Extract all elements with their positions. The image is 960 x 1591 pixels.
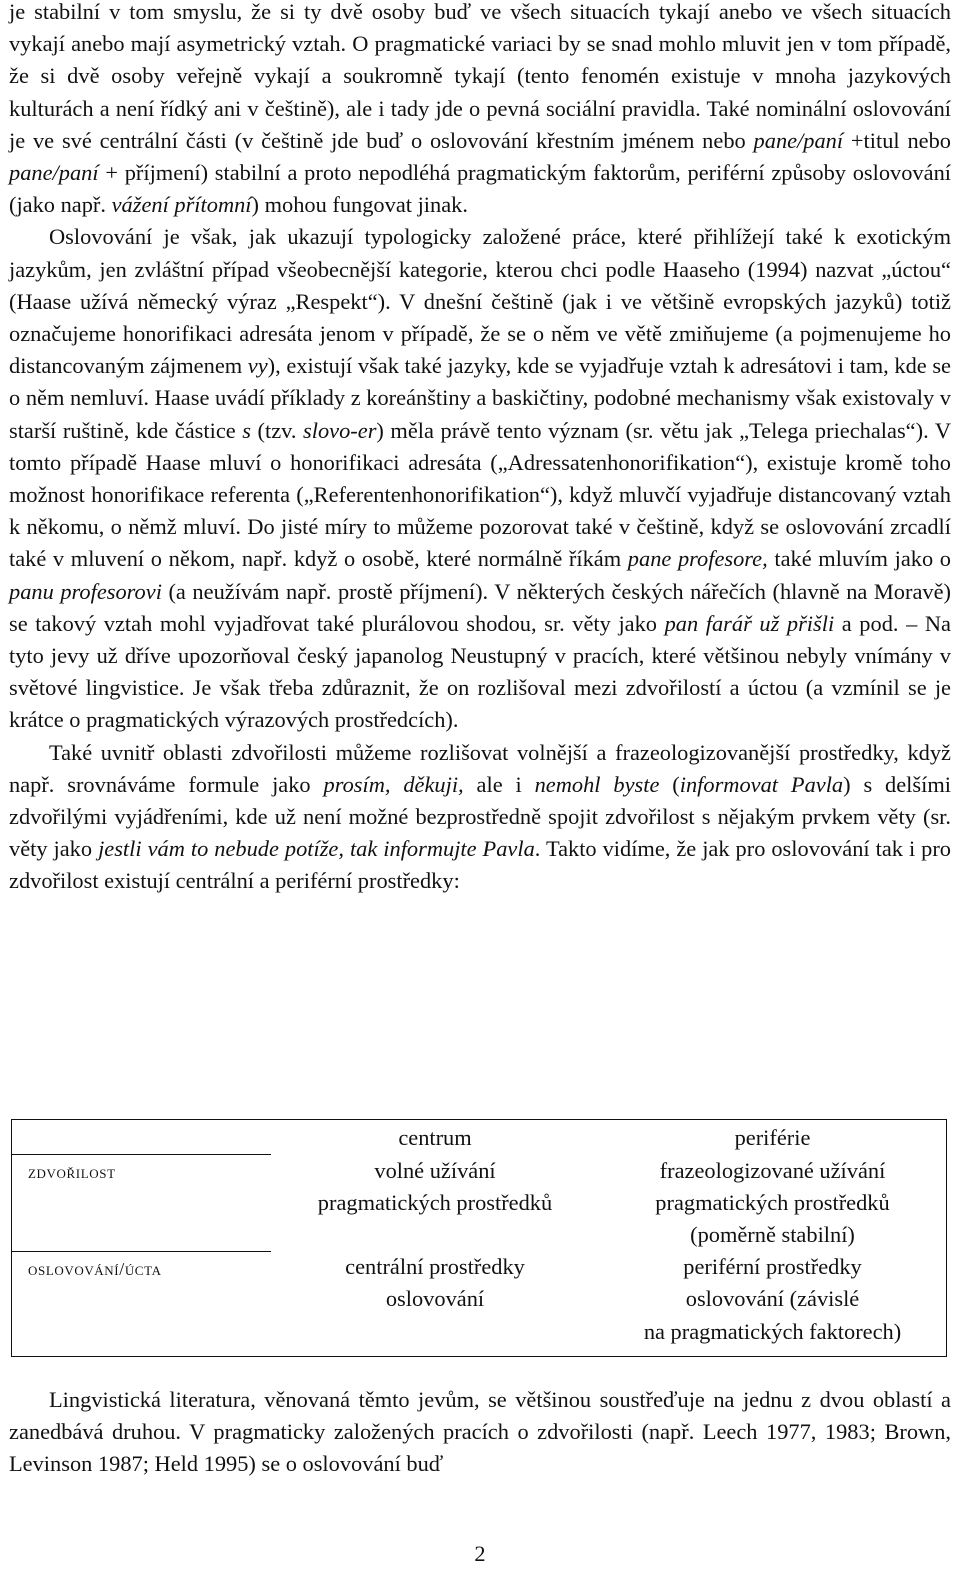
cell-periferie: frazeologizované užívání pragmatických prostředků (poměrně stabilní) (655, 1157, 890, 1247)
cell-periferie: periférní prostředky oslovování (závislé na pragmatických faktorech) (643, 1254, 902, 1344)
paragraph-1: je stabilní v tom smyslu, že si ty dvě osoby buď ve všech situacích tykají anebo ve všech situacích vykají anebo mají asymetrický vztah. O pragmatické variaci by se snad mohlo mluvit jen v tom případě, že si dvě osoby veřejně vykají a soukromně tykají (tento fenomén existuje v mnoha jazykových kulturách a není řídký ani v češtině), ale i tady jde o pevná sociální pravidla. Také nominální oslovování je ve své centrální části (v češtině jde buď o oslovování křestním jménem nebo pane/paní +titul nebo pane/paní + příjmení) stabilní a proto nepodléhá pragmatickým faktorům, periférní způsoby oslovování (jako např. vážení přítomní) mohou fungovat jinak. (9, 0, 951, 218)
row-label-zdvorilost: zdvořilost (12, 1155, 272, 1252)
row-label-oslovovani-ucta: oslovování/úcta (28, 1258, 162, 1279)
cell-centrum: centrální prostředky oslovování (345, 1254, 525, 1312)
table-row (12, 1251, 947, 1356)
table-header-row (12, 1120, 947, 1155)
comparison-table (11, 1119, 947, 1357)
document-body (9, 0, 951, 898)
paragraph-2: Oslovování je však, jak ukazují typologicky založené práce, které přihlížejí také k exotickým jazykům, jen zvláštní případ všeobecnější kategorie, kterou chci podle Haaseho (1994) nazvat „úctou“ (Haase užívá německý výraz „Respekt“). V dnešní češtině (jak i ve většině evropských jazyků) totiž označujeme honorifikaci adresáta jenom v případě, že se o něm ve větě zmiňujeme (a pojmenujeme ho distancovaným zájmenem vy), existují však také jazyky, kde se vyjadřuje vztah k adresátovi i tam, kde se o něm nemluví. Haase uvádí příklady z koreánštiny a baskičtiny, podobné mechanismy však existovaly v starší ruštině, kde částice s (tzv. slovo-er) měla právě tento význam (sr. větu jak „Telega priechalas“). V tomto případě Haase mluví o honorifikaci adresáta („Adressatenhonorifikation“), existuje kromě toho možnost honorifikace referenta („Referentenhonorifikation“), když mluvčí vyjadřuje distancovaný vztah k někomu, o němž mluví. Do jisté míry to můžeme pozorovat také v češtině, když se oslovování zrcadlí také v mluvení o někom, např. když o osobě, které normálně říkám pane profesore, také mluvím jako o panu profesorovi (a neužívám např. prostě příjmení). V některých českých nářečích (hlavně na Moravě) se takový vztah mohl vyjadřovat také plurálovou shodou, sr. věty jako pan farář už přišli a pod. – Na tyto jevy už dříve upozorňoval český japanolog Neustupný v pracích, které většinou nebyly vnímány v světové lingvistice. Je však třeba zdůraznit, že on rozlišoval mezi zdvořilostí a úctou (a vzmínil se je krátce o pragmatických výrazových prostředcích). (9, 224, 952, 733)
closing-paragraph-wrap (9, 1384, 951, 1481)
paragraph-3: Také uvnitř oblasti zdvořilosti můžeme rozlišovat volnější a frazeologizovanější prostředky, když např. srovnáváme formule jako prosím, děkuji, ale i nemohl byste (informovat Pavla) s delšími zdvořilými vyjádřeními, kde už není možné bezprostředně spojit zdvořilost s nějakým prvkem věty (sr. věty jako jestli vám to nebude potíže, tak informujte Pavla. Takto vidíme, že jak pro oslovování tak i pro zdvořilost existují centrální a periférní prostředky: (9, 739, 951, 894)
cell-centrum: volné užívání pragmatických prostředků (317, 1157, 553, 1215)
centre-periphery-table (11, 1119, 947, 1357)
table-row (12, 1155, 947, 1252)
table-corner-cell (12, 1120, 272, 1155)
column-header-centrum: centrum (398, 1125, 472, 1150)
column-header-periferie: periférie (734, 1125, 811, 1150)
paragraph-4: Lingvistická literatura, věnovaná těmto jevům, se většinou soustřeďuje na jednu z dvou oblastí a zanedbává druhou. V pragmaticky založených pracích o zdvořilosti (např. Leech 1977, 1983; Brown, Levinson 1987; Held 1995) se o oslovování buď (9, 1387, 951, 1477)
page-number: 2 (474, 1541, 486, 1566)
